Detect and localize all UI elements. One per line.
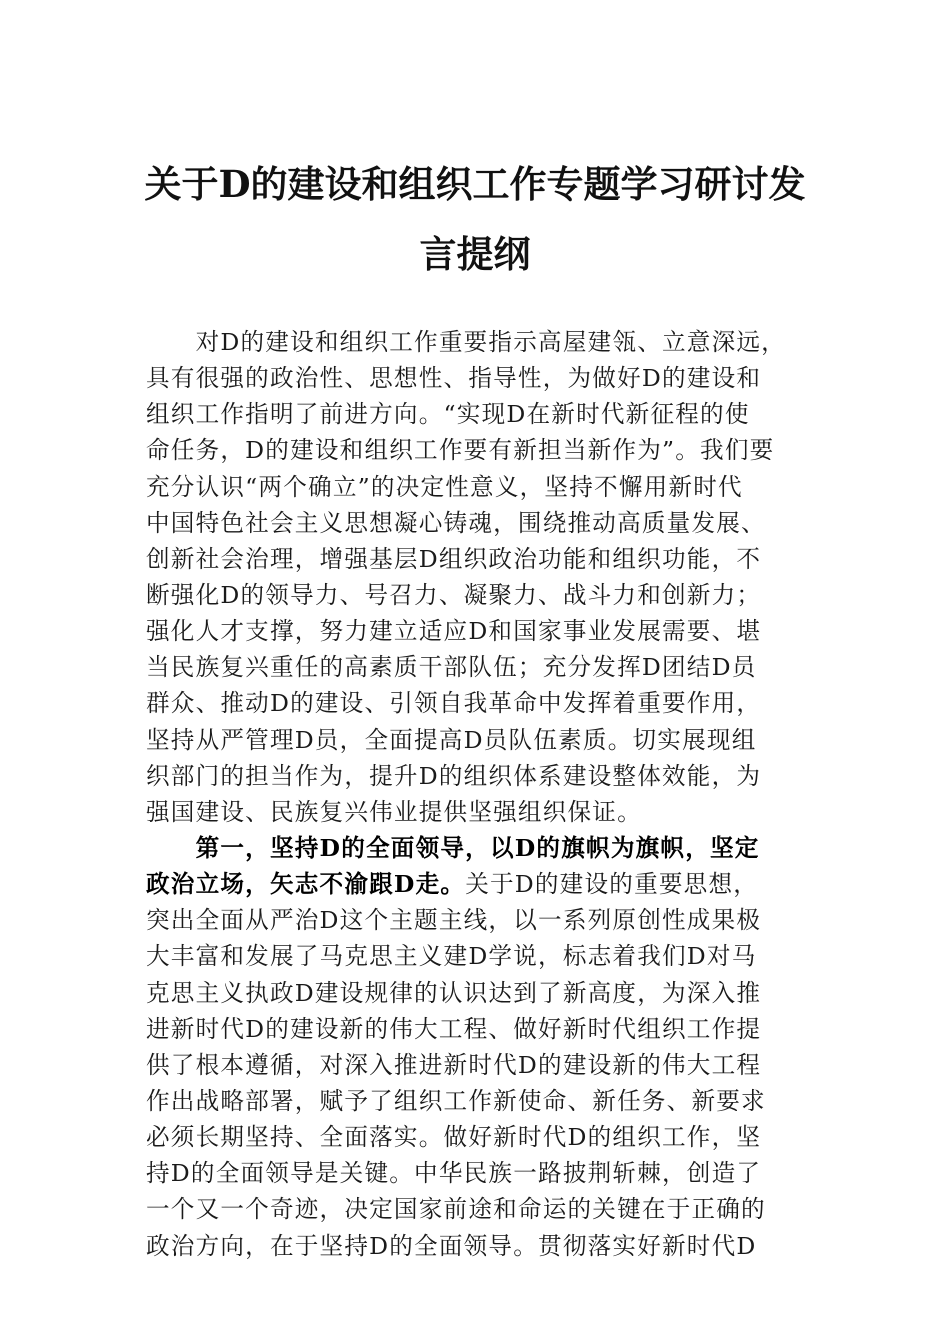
paragraph-section-one xyxy=(146,830,810,1264)
text-line: 强化人才支撑，努力建立适应D和国家事业发展需要、堪 xyxy=(146,617,762,646)
text-line: 进新时代D的建设新的伟大工程、做好新时代组织工作提 xyxy=(146,1014,762,1043)
text-line: 必须长期坚持、全面落实。做好新时代D的组织工作，坚 xyxy=(146,1123,762,1152)
text-line: 克思主义执政D建设规律的认识达到了新高度，为深入推 xyxy=(146,978,762,1007)
text-line: 断强化D的领导力、号召力、凝聚力、战斗力和创新力； xyxy=(146,580,762,609)
section-heading-line: 第一，坚持D的全面领导，以D的旗帜为旗帜，坚定 xyxy=(146,833,760,862)
text-line: 创新社会治理，增强基层D组织政治功能和组织功能，不 xyxy=(146,544,762,573)
text-line: 作出战略部署，赋予了组织工作新使命、新任务、新要求 xyxy=(146,1086,766,1115)
text-line: 群众、推动D的建设、引领自我革命中发挥着重要作用， xyxy=(146,689,762,718)
document-body xyxy=(146,324,810,1264)
text-line: 强国建设、民族复兴伟业提供坚强组织保证。 xyxy=(146,797,642,826)
text-line: 当民族复兴重任的高素质干部队伍；充分发挥D团结D员 xyxy=(146,653,757,682)
section-heading-end: 政治立场，矢志不渝跟D走。 xyxy=(146,870,466,899)
text-line: 织部门的担当作为，提升D的组织体系建设整体效能，为 xyxy=(146,761,762,790)
text-line: 中国特色社会主义思想凝心铸魂，围绕推动高质量发展、 xyxy=(146,508,766,537)
text-line: 持D的全面领导是关键。中华民族一路披荆斩棘，创造了 xyxy=(146,1159,762,1188)
paragraph-intro xyxy=(146,324,810,830)
text-line: 一个又一个奇迹，决定国家前途和命运的关键在于正确的 xyxy=(146,1195,766,1224)
text-line: 突出全面从严治D这个主题主线，以一系列原创性成果极 xyxy=(146,906,762,935)
text-line: 政治方向，在于坚持D的全面领导。贯彻落实好新时代D xyxy=(146,1231,757,1260)
text-line: 大丰富和发展了马克思主义建D学说，标志着我们D对马 xyxy=(146,942,757,971)
text-line: 对D的建设和组织工作重要指示高屋建瓴、立意深远， xyxy=(146,328,786,356)
text-line: 命任务，D的建设和组织工作要有新担当新作为”。我们要 xyxy=(146,436,775,465)
document-title-line-2: 言提纲 xyxy=(419,232,531,276)
text-line: 充分认识“两个确立”的决定性意义，坚持不懈用新时代 xyxy=(146,472,743,501)
text-line: 具有很强的政治性、思想性、指导性，为做好D的建设和 xyxy=(146,364,762,393)
text-line: 坚持从严管理D员，全面提高D员队伍素质。切实展现组 xyxy=(146,725,757,754)
text-line xyxy=(146,866,810,902)
text-line: 供了根本遵循，对深入推进新时代D的建设新的伟大工程 xyxy=(146,1050,762,1079)
text-line: 组织工作指明了前进方向。“实现D在新时代新征程的使 xyxy=(146,400,750,429)
text-run: 关于D的建设的重要思想， xyxy=(465,870,759,899)
document-title-line-1: 关于D的建设和组织工作专题学习研讨发 xyxy=(144,162,806,206)
